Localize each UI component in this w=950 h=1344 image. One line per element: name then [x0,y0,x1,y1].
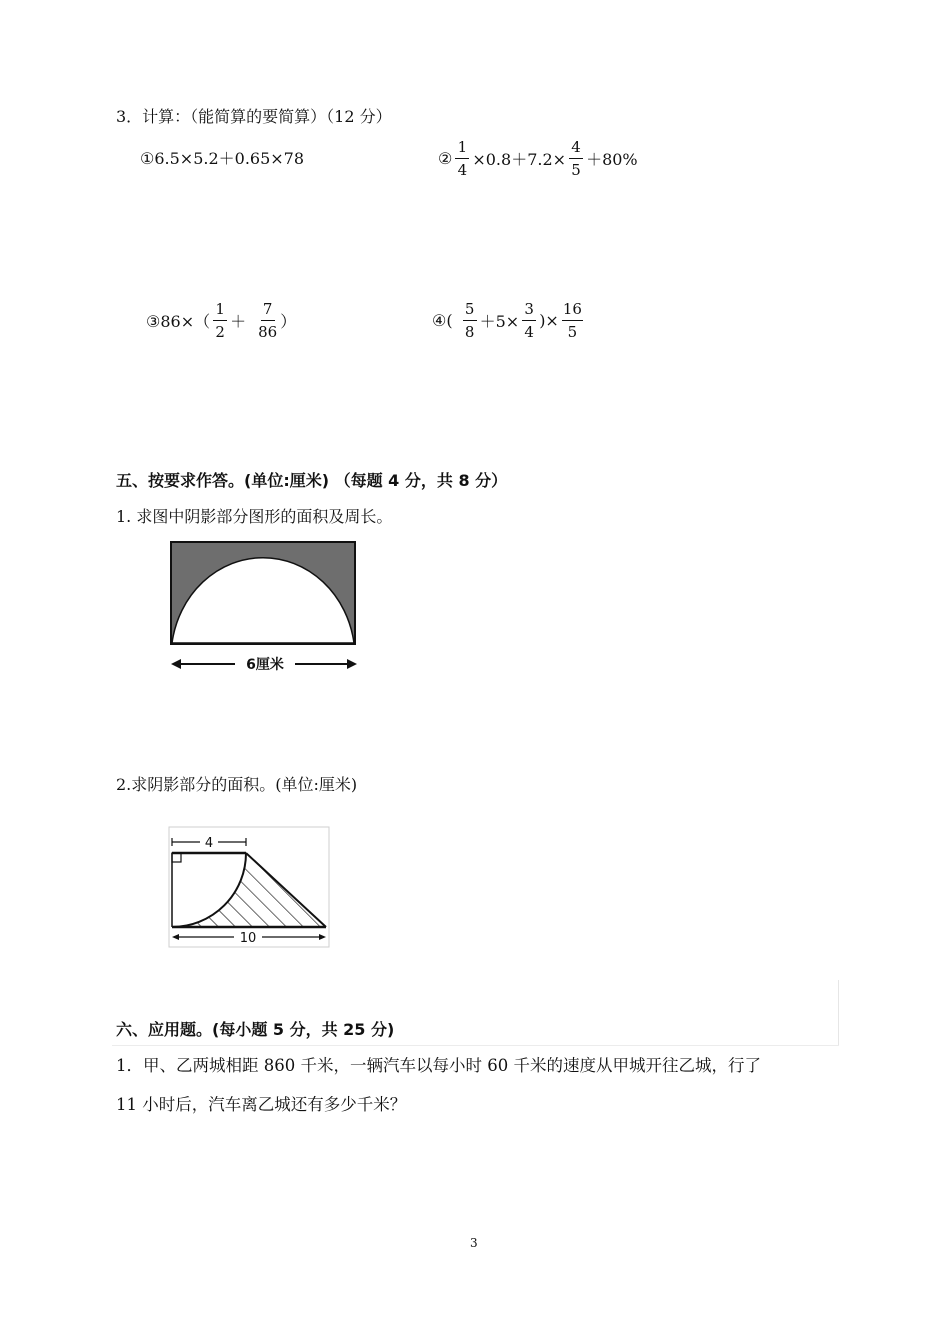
expr-3-frac-1 [213,300,227,341]
expr-4-mid2: )× [539,311,559,330]
scan-line-horizontal [112,1045,839,1046]
section6-heading: 六、应用题。(每小题 5 分，共 25 分) [116,1020,395,1039]
expr-2 [438,138,638,179]
hatched-region [172,853,326,927]
expr-3 [146,300,296,341]
frac-numerator: 3 [522,300,536,321]
expr-2-frac-1 [455,138,469,179]
arrow-left-icon [172,934,179,940]
page-number: 3 [470,1236,478,1250]
section5-q2: 2.求阴影部分的面积。(单位:厘米) [116,775,358,794]
hatched-triangle-figure [168,826,332,950]
expr-3-frac-2 [258,300,277,341]
section6-q1-line1: 1．甲、乙两城相距 860 千米，一辆汽车以每小时 60 千米的速度从甲城开往乙城，行了 [116,1056,761,1075]
section5-heading: 五、按要求作答。(单位:厘米) （每题 4 分，共 8 分） [116,471,508,490]
expr-3-tail: ） [280,312,297,331]
expr-1: ①6.5×5.2＋0.65×78 [140,149,305,168]
frac-denominator: 4 [524,323,534,341]
expr-4-frac-3 [562,300,583,341]
expr-2-prefix: ② [438,149,453,168]
frac-numerator: 7 [261,300,275,321]
expr-3-prefix: ③86×（ [146,312,211,331]
expr-4-prefix: ④( [432,311,453,330]
section6-q1-line2: 11 小时后，汽车离乙城还有多少千米？ [116,1095,407,1114]
frac-numerator: 1 [455,138,469,159]
expr-2-mid: ×0.8＋7.2× [472,150,567,169]
section5-q1: 1. 求图中阴影部分图形的面积及周长。 [116,507,393,526]
expr-2-frac-2 [569,138,583,179]
expr-4-frac-1 [463,300,477,341]
arrow-left-icon [171,659,181,669]
right-angle-icon [172,853,181,862]
expr-4 [432,300,586,341]
expr-3-mid: ＋ [230,312,247,331]
frac-denominator: 4 [457,161,468,179]
expr-4-mid: ＋5× [479,312,520,331]
frac-denominator: 5 [567,323,578,341]
frac-numerator: 1 [213,300,227,321]
arrow-right-icon [347,659,357,669]
frac-denominator: 8 [464,323,475,341]
frac-numerator: 16 [562,300,583,321]
scan-line-vertical [838,980,839,1046]
semicircle-figure [165,536,365,678]
frac-numerator: 4 [569,138,583,159]
frac-numerator: 5 [463,300,477,321]
fig2-bottom-label: 10 [239,931,257,946]
arrow-right-icon [319,934,326,940]
expr-4-frac-2 [522,300,536,341]
fig2-top-label: 4 [204,836,214,851]
expr-2-tail: ＋80% [586,150,638,169]
fig1-dimension-label: 6厘米 [246,657,284,673]
frac-denominator: 2 [215,323,225,341]
q3-title: 3．计算：（能简算的要简算）（12 分） [116,107,392,126]
frac-denominator: 86 [258,323,278,341]
frac-denominator: 5 [571,161,581,179]
